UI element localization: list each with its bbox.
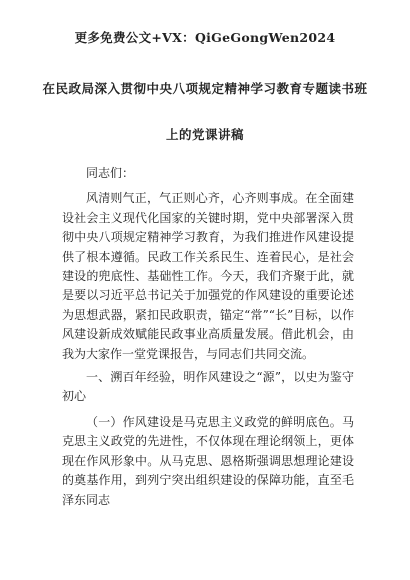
document-title-line-2: 上的党课讲稿 bbox=[165, 127, 244, 142]
document-title-line-1: 在民政局深入贯彻中央八项规定精神学习教育专题读书班 bbox=[42, 81, 368, 96]
section-1-paragraph-1: （一）作风建设是马克思主义政党的鲜明底色。马克思主义政党的先进性，不仅体现在理论纲领上，更体现在作风形象中。从马克思、恩格斯强调思想理论建设的奠基作用，到列宁突出组织建设的保障功能，直至毛泽东同志 bbox=[62, 414, 354, 507]
section-heading-1: 一、溯百年经验，明作风建设之“源”，以史为鉴守初心 bbox=[62, 370, 354, 404]
document-body bbox=[62, 164, 354, 510]
promo-header: 更多免费公文+VX：QiGeGongWen2024 bbox=[74, 30, 336, 45]
intro-paragraph: 风清则气正，气正则心齐，心齐则事成。在全面建设社会主义现代化国家的关键时期，党中央部署深入贯彻中央八项规定精神学习教育，为我们推进作风建设提供了根本遵循。民政工作关系民生、连着民心，是社会建设的兜底性、基础性工作。今天，我们齐聚于此，就是要以习近平总书记关于加强党的作风建设的重要论述为思想武器，紧扣民政职责，锚定“常”“长”目标，以作风建设新成效赋能民政事业高质量发展。借此机会，由我为大家作一堂党课报告，与同志们共同交流。 bbox=[62, 191, 354, 361]
salutation: 同志们： bbox=[86, 166, 135, 180]
